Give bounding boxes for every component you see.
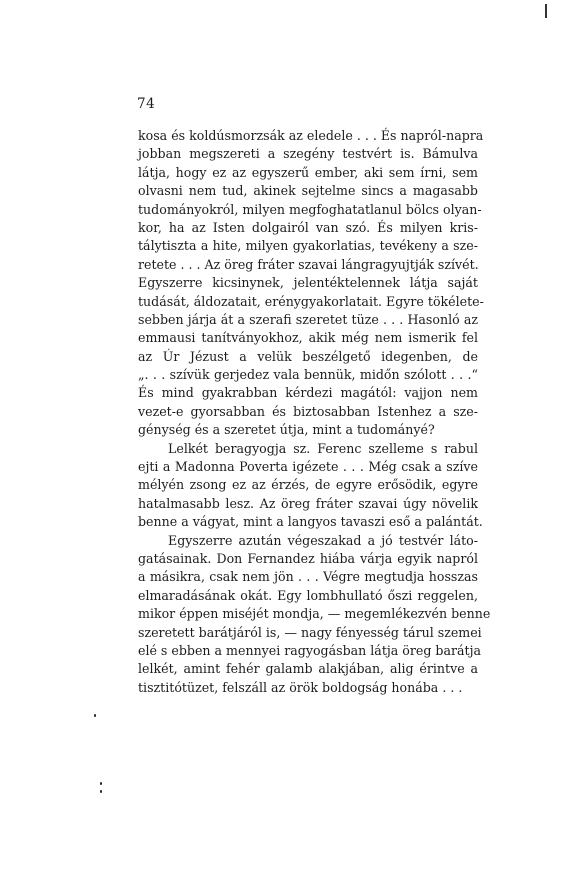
text-line: tudását, áldozatait, erénygyakorlatait. Egyre tökélete-	[138, 293, 484, 309]
text-line: „. . . szívük gerjedez vala bennük, midőn szólott . . .“	[138, 367, 478, 383]
page-number: 74	[137, 96, 156, 112]
text-line: mikor éppen miséjét mondja, — megemlékezvén benne	[138, 606, 491, 622]
text-line: Egyszerre kicsinynek, jelentéktelennek látja saját	[138, 275, 478, 291]
text-line: sebben járja át a szerafi szeretet tüze . . . Hasonló az	[138, 311, 478, 327]
text-line: gatásainak. Don Fernandez hiába várja egyik napról	[138, 550, 478, 566]
text-line: Lelkét beragyogja sz. Ferenc szelleme s rabul	[168, 440, 478, 456]
text-line: tálytisztа a hite, milyen gyakorlatias, tevékeny a sze-	[138, 238, 478, 254]
text-line: szeretett barátjáról is, — nagy fényesség tárul szemei	[138, 624, 482, 640]
text-line: És mind gyakrabban kérdezi magától: vajjon nem	[138, 385, 478, 401]
text-line: elé s ebben a mennyei ragyogásban látja öreg barátja	[138, 642, 481, 658]
text-line: jobban megszereti a szegény testvért is. Bámulva	[138, 146, 478, 162]
text-line: ejti a Madonna Poverta igézete . . . Még csak a szíve	[138, 459, 478, 475]
text-line: hatalmasabb lesz. Az öreg fráter szavai úgy növelik	[138, 495, 478, 511]
text-line: génység és a szeretet útja, mint a tudományé?	[138, 422, 435, 438]
margin-speck	[100, 782, 102, 785]
text-line: kor, ha az Isten dolgairól van szó. És milyen kris-	[138, 219, 478, 235]
margin-speck	[94, 714, 96, 717]
text-line: mélyén zsong ez az érzés, de egyre erősödik, egyre	[138, 477, 478, 493]
text-line: az Úr Jézust a velük beszélgető idegenben, de	[138, 348, 478, 364]
top-edge-mark	[545, 4, 547, 18]
text-line: kosa és koldúsmorzsák az eledele . . . És napról-napra	[138, 128, 484, 143]
text-line: Egyszerre azután végeszakad a jó testvér láto-	[168, 532, 478, 548]
text-line: a másikra, csak nem jön . . . Végre megtudja hosszas	[138, 569, 478, 585]
text-line: retete . . . Az öreg fráter szavai lángragyujtják szívét.	[138, 256, 479, 272]
text-line: lelkét, amint fehér galamb alakjában, alig érintve a	[138, 661, 478, 677]
text-line: benne a vágyat, mint a langyos tavaszi eső a palántát.	[138, 514, 483, 530]
text-line: látja, hogy ez az egyszerű ember, aki sem írni, sem	[138, 164, 478, 180]
text-line: elmaradásának okát. Egy lombhullató őszi reggelen,	[138, 587, 478, 603]
text-line: vezet-e gyorsabban és biztosabban Istenhez a sze-	[138, 403, 478, 419]
margin-speck	[100, 790, 102, 793]
text-line: tisztitótüzet, felszáll az örök boldogság honába . . .	[138, 679, 463, 695]
text-line: olvasni nem tud, akinek sejtelme sincs a magasabb	[138, 183, 478, 199]
text-line: emmausi tanítványokhoz, akik még nem ismerik fel	[138, 330, 478, 346]
text-line: tudományokról, milyen megfoghatatlanul bölcs olyan-	[138, 201, 482, 217]
body-text	[138, 127, 491, 697]
